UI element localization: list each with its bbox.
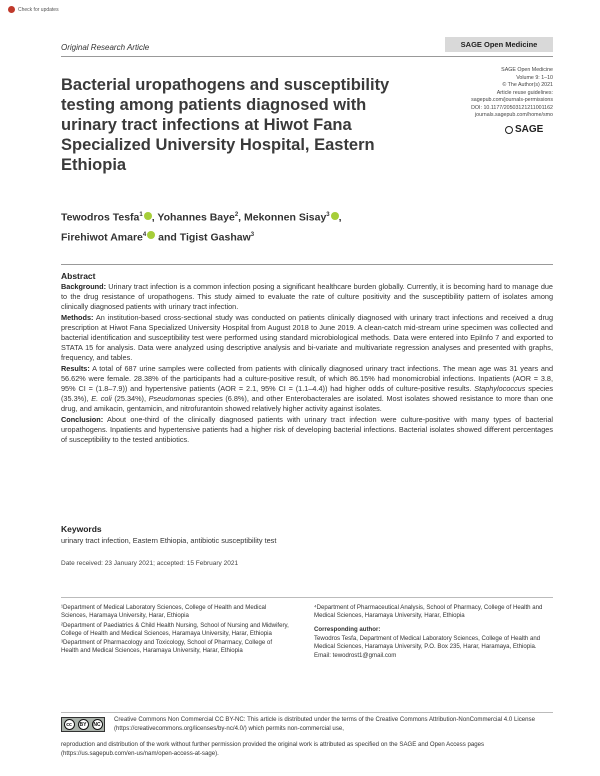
organism-name: E. coli — [91, 394, 112, 404]
organism-name: Staphylococcus — [474, 384, 526, 394]
check-for-updates-badge[interactable] — [8, 6, 59, 13]
abstract-heading: Abstract — [61, 271, 96, 281]
methods-text: An institution-based cross-sectional study was conducted on patients clinically diagnosed with urinary tract infections and received a drug prescription at Hiwot Fana Specialized University Hospital from August 2018 to June 2019. A clean-catch mid-stream urine specimen was collected and bacterial identification and susceptibility test were performed using standard microbiological methods. Data were entered into EpiInfo 7 and exported to STATA 15 for analysis. Data were analyzed using descriptive analysis and bi-variate and multivariate regression analyses and presented with graphs, frequency, and tables. — [61, 312, 553, 363]
meta-reuse-label: Article reuse guidelines: — [496, 89, 553, 96]
meta-journal-link[interactable]: journals.sagepub.com/home/smo — [474, 112, 553, 118]
abstract-results — [61, 364, 553, 415]
author-separator: , — [151, 211, 158, 224]
sage-logo — [505, 124, 543, 135]
author-name[interactable]: Firehiwot Amare — [61, 231, 143, 243]
sage-logo-text: SAGE — [515, 124, 544, 135]
license-text — [114, 716, 554, 733]
author-name[interactable]: Tigist Gashaw — [179, 231, 251, 243]
by-icon: BY — [78, 719, 89, 730]
abstract-methods — [61, 313, 553, 364]
abstract-body — [61, 282, 553, 445]
affiliation: ⁴Department of Pharmaceutical Analysis, School of Pharmacy, College of Health and Medical Sciences, Haramaya University, Harar, Ethiopia — [314, 604, 543, 620]
author-name[interactable]: Tewodros Tesfa — [61, 211, 140, 224]
cc-license-badge[interactable] — [61, 717, 105, 732]
author-affiliation-marker: 3 — [250, 231, 255, 238]
affiliation: ³Department of Pharmacology and Toxicology, School of Pharmacy, College of Health and Medical Sciences, Haramaya University, Harar, Ethiopia — [61, 639, 273, 655]
conclusion-text: About one-third of the clinically diagnosed patients with urinary tract infection were culture-positive with many types of bacterial uropathogens. Inpatients and hypertensive patients had a higher risk of developing bacterial infections. Bacterial isolates showed different percentages of susceptibility to the tested antibiotics. — [61, 414, 553, 445]
article-meta — [430, 67, 553, 120]
results-text: species (6.8%), and other Enterobacterales are isolated. Most isolates showed resistance to more than one drug, and amikacin, gentamicin, and nitrofurantoin showed relatively higher activity against isolates. — [61, 394, 554, 414]
article-type: Original Research Article — [61, 43, 150, 52]
author-affiliation-marker: 3 — [326, 212, 330, 218]
affiliation: ¹Department of Medical Laboratory Sciences, College of Health and Medical Sciences, Haramaya University, Harar, Ethiopia — [61, 604, 267, 620]
corresponding-author-email[interactable]: Email: tewodrost1@gmail.com — [314, 652, 397, 660]
meta-doi[interactable]: DOI: 10.1177/20503121211001162 — [471, 104, 553, 111]
author-separator: and — [155, 231, 180, 243]
author-name[interactable]: Mekonnen Sisay — [244, 211, 327, 224]
results-text: A total of 687 urine samples were collected from patients with clinically diagnosed urinary tract infections. The mean age was 31 years and 56.62% were female. 28.38% of the participants had a culture-positive result, of which 86.15% had monomicrobial infections. Inpatients (AOR = 3.8, 95% CI = (1.8–7.9)) and hypertensive patients (AOR = 2.1, 95% CI = (1.1–4.4)) had higher odds of culture-positive results. — [61, 363, 554, 394]
keywords-heading: Keywords — [61, 524, 102, 534]
sage-logo-icon — [505, 126, 513, 134]
author-name[interactable]: Yohannes Baye — [157, 211, 235, 224]
header-divider — [61, 56, 553, 57]
nc-icon: NC — [92, 719, 103, 730]
check-updates-icon — [8, 6, 15, 13]
affiliations-left — [61, 604, 291, 657]
license-text-continued — [61, 741, 553, 758]
abstract-divider — [61, 264, 553, 265]
license-text-line: reproduction and distribution of the work without further permission provided the original work is attributed as specified on the SAGE and Open Access pages (https://us.sagepub.com/en-us/nam/open-access-at-sage). — [61, 741, 485, 757]
affiliations-right — [314, 604, 554, 662]
conclusion-label: Conclusion: — [61, 414, 104, 424]
keywords-text: urinary tract infection, Eastern Ethiopia, antibiotic susceptibility test — [61, 536, 277, 545]
author-affiliation-marker: 1 — [139, 212, 143, 218]
journal-badge: SAGE Open Medicine — [445, 37, 553, 52]
received-accepted-dates: Date received: 23 January 2021; accepted: 15 February 2021 — [61, 560, 239, 567]
meta-journal: SAGE Open Medicine — [501, 67, 553, 73]
footnote-divider — [61, 597, 553, 598]
results-text: species (35.3%), — [61, 384, 553, 404]
organism-name: Pseudomonas — [148, 394, 196, 404]
check-updates-label: Check for updates — [18, 6, 59, 13]
results-text: (25.34%), — [111, 394, 149, 404]
affiliation: ²Department of Paediatrics & Child Health Nursing, School of Nursing and Midwifery, College of Health and Medical Sciences, Haramaya University, Harar, Ethiopia — [61, 621, 289, 637]
meta-volume: Volume 9: 1–10 — [516, 74, 553, 81]
author-separator: , — [238, 211, 244, 224]
abstract-background — [61, 282, 553, 313]
article-title: Bacterial uropathogens and susceptibility testing among patients diagnosed with urinary tract infections at Hiwot Fana Specialized University Hospital, Eastern Ethiopia — [61, 76, 390, 174]
corresponding-author-address: Tewodros Tesfa, Department of Medical Laboratory Sciences, College of Health and Medical Sciences, Haramaya University, P.O. Box 235, Harar, Haramaya, Ethiopia. — [314, 634, 541, 651]
meta-reuse-link[interactable]: sagepub.com/journals-permissions — [471, 97, 553, 103]
orcid-icon[interactable] — [144, 212, 152, 220]
license-divider — [61, 712, 553, 713]
meta-copyright: © The Author(s) 2021 — [502, 82, 553, 88]
author-affiliation-marker: 4 — [142, 231, 147, 238]
abstract-conclusion — [61, 415, 553, 446]
results-label: Results: — [61, 363, 90, 373]
background-label: Background: — [61, 282, 106, 291]
author-separator: , — [338, 211, 342, 224]
orcid-icon[interactable] — [331, 212, 339, 220]
background-text: Urinary tract infection is a common infection posing a significant healthcare burden globally. Currently, it is becoming hard to manage due to the drug resistance of uropathogens. This study aimed to evaluate the rate of culture positivity and the susceptibility pattern of isolates among clinically diagnosed patients with urinary tract infection. — [61, 282, 553, 312]
cc-icon: cc — [64, 719, 75, 730]
methods-label: Methods: — [61, 312, 94, 322]
corresponding-author-heading: Corresponding author: — [314, 625, 381, 633]
license-text-line: Creative Commons Non Commercial CC BY-NC: This article is distributed under the terms of the Creative Commons Attribution-NonCommercial 4.0 License (https://creativecommons.org/licenses/by-nc/4.0/) which permits non-commercial use, — [114, 716, 535, 732]
author-list — [61, 207, 421, 246]
author-affiliation-marker: 2 — [234, 212, 239, 218]
